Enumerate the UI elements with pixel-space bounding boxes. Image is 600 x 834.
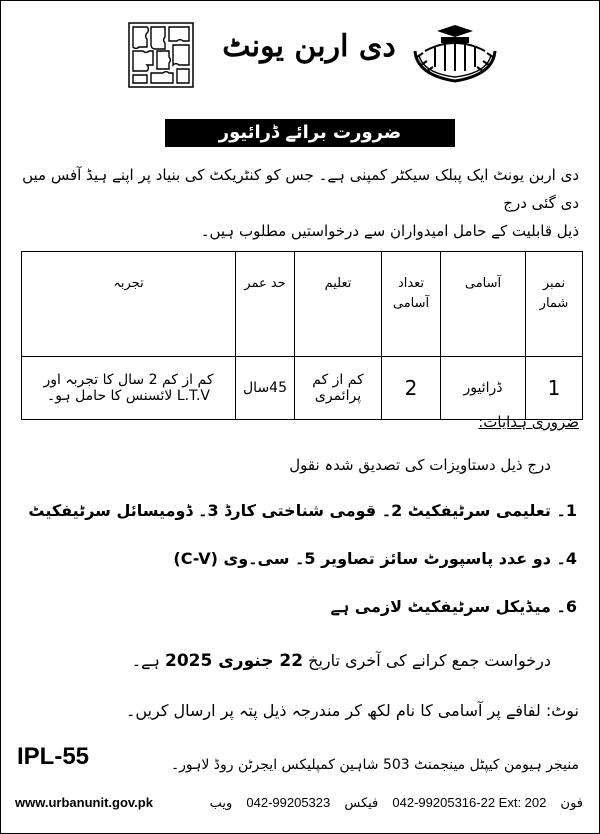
phone-label: فون (560, 796, 583, 811)
header-education: تعلیم (295, 252, 382, 357)
header-age: حد عمر (236, 252, 295, 357)
deadline (132, 651, 551, 671)
ad-code: IPL-55 (17, 743, 90, 770)
documents-line-2: 4۔ دو عدد پاسپورٹ سائز تصاویر 5۔ سی۔وی (C-V) (173, 549, 577, 568)
cell-age: 45سال (236, 357, 295, 420)
fax-number: 042-99205323 (246, 795, 331, 810)
cell-education: کم از کم پرائمری (295, 357, 382, 420)
website-link[interactable]: www.urbanunit.gov.pk (15, 795, 153, 810)
intro-line-1: دی اربن یونٹ ایک پبلک سیکٹر کمپنی ہے۔ جس کو کنٹریکٹ کی بنیاد پر اپنے ہیڈ آفس میں دی گئی درج (22, 166, 579, 212)
cell-serial: 1 (526, 357, 583, 420)
header-experience: تجربہ (22, 252, 236, 357)
vacancy-table (21, 251, 583, 420)
table-row (22, 357, 583, 420)
address: منیجر ہیومن کیپٹل مینجمنٹ 503 شاہین کمپلیکس ایجرٹن روڈ لاہور۔ (170, 757, 579, 773)
web-label: ویب (209, 796, 233, 811)
instructions-title: ضروری ہدایات: (478, 413, 579, 431)
intro-line-2: ذیل قابلیت کے حامل امیدواران سے درخواستیں مطلوب ہیں۔ (200, 222, 579, 240)
table-header-row (22, 252, 583, 357)
instructions-subtitle: درج ذیل دستاویزات کی تصدیق شدہ نقول (289, 456, 551, 474)
punjab-emblem-icon (411, 21, 499, 85)
note: نوٹ: لفافے پر آسامی کا نام لکھ کر مندرجہ ذیل پتہ پر ارسال کریں۔ (125, 701, 579, 720)
puzzle-logo-icon (127, 21, 195, 89)
fax-label: فیکس (344, 796, 379, 811)
brand-title: دی اربن یونٹ (222, 29, 396, 64)
deadline-text: درخواست جمع کرانے کی آخری تاریخ (308, 651, 551, 670)
deadline-date: 22 جنوری 2025 (164, 651, 304, 671)
documents-line-1: 1۔ تعلیمی سرٹیفکیٹ 2۔ قومی شناختی کارڈ 3۔ ڈومیسائل سرٹیفکیٹ (28, 501, 577, 520)
phone-number: 042-99205316-22 Ext: 202 (392, 795, 547, 810)
cell-experience: کم از کم 2 سال کا تجربہ اور L.T.V لائسنس کا حامل ہو۔ (22, 357, 236, 420)
intro-paragraph (14, 161, 579, 245)
cell-count: 2 (382, 357, 441, 420)
header (1, 1, 600, 111)
documents-line-3: 6۔ میڈیکل سرٹیفکیٹ لازمی ہے (330, 597, 577, 616)
contact-line (200, 795, 583, 811)
cell-post: ڈرائیور (441, 357, 526, 420)
deadline-suffix: ہے۔ (131, 651, 160, 670)
vacancy-banner: ضرورت برائے ڈرائیور (165, 119, 455, 147)
header-post: آسامی (441, 252, 526, 357)
header-serial: نمبر شمار (526, 252, 583, 357)
header-count: تعداد آسامی (382, 252, 441, 357)
